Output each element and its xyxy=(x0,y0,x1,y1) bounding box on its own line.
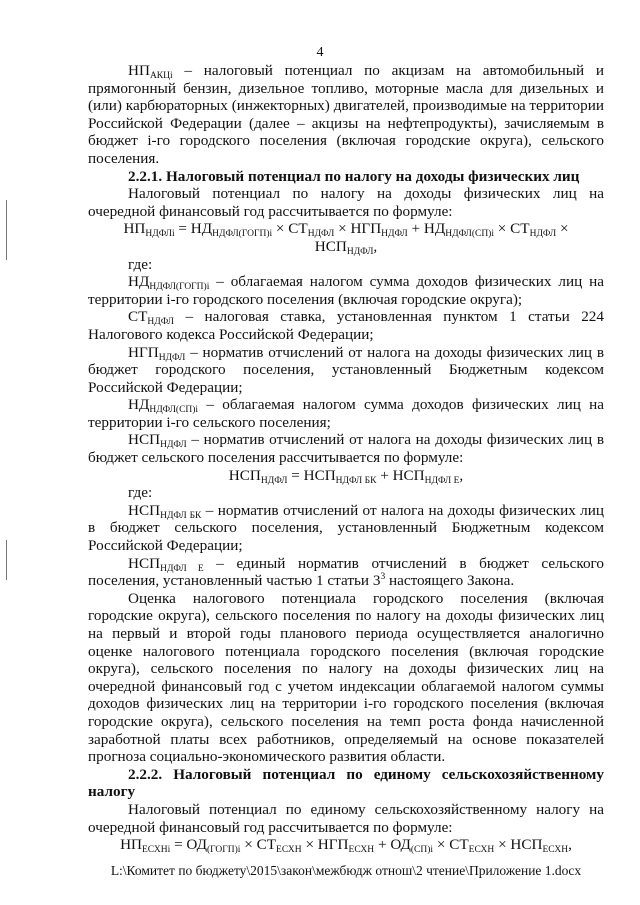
formula: $НСП_{НДФЛ} = НСП_{НДФЛ БК} + НСП_{НДФЛ Е}$, xyxy=(228,466,464,486)
formula: $НП_{НДФЛi} = НД_{НДФЛ(ГОГП)i} \times СТ_{НДФЛ} \times НГП_{НДФЛ} + НД_{НДФЛ(СП)i} \times СТ_{НДФЛ}$ × $НСП_{НДФЛ}$, xyxy=(123,220,569,257)
definition: $НСП_{НДФЛ БК}$ – норматив отчислений от налога на доходы физических лиц в бюджет сельского поселения, установленный Бюджетным кодексом Российской Федерации; xyxy=(88,501,604,555)
definition: $НГП_{НДФЛ}$ – норматив отчислений от налога на доходы физических лиц в бюджет городского поселения, установленный Бюджетным кодексом Российской Федерации; xyxy=(88,343,604,396)
paragraph: Оценка налогового потенциала городского поселения (включая городские округа), сельского поселения по налогу на доходы физических лиц на первый и второй годы планового периода осуществляется аналогично оценке налогового потенциала городского поселения (включая городские округа), сельского поселения по налогу на доходы физических лиц на очередной финансовый год с учетом индексации облагаемой налогом суммы доходов физических лиц на территории i-го городского поселения (включая городские округа), сельского поселения на темп роста фонда начисленной заработной платы всех работников, определяемый на основе показателей прогноза социально-экономического развития области. xyxy=(88,589,604,766)
definition: $НСП_{НДФЛ}$ – норматив отчислений от налога на доходы физических лиц в бюджет сельского поселения рассчитывается по формуле: xyxy=(88,431,604,467)
paragraph: Налоговый потенциал по единому сельскохозяйственному налогу на очередной финансовый год рассчитывается по формуле: xyxy=(88,800,604,836)
paragraph: $НП_{АКЦi}$ – налоговый потенциал по акцизам на автомобильный и прямогонный бензин, дизельное топливо, моторные масла для дизельных и (или) карбюраторных (инжекторных) двигателей, производимые на территории Российской Федерации (далее – акцизы на нефтепродукты), зачисляемым в бюджет i-го городского поселения (включая городские округа), сельского поселения. xyxy=(88,62,604,167)
where-label: где: xyxy=(128,484,153,502)
formula: $НП_{ЕСХНi} = ОД_{(ГОГП)i} \times СТ_{ЕСХН} \times НГП_{ЕСХН} + ОД_{(СП)i} \times СТ_{ЕСХН} \times НСП_{ЕСХН}$, xyxy=(120,836,572,856)
definition: $НД_{НДФЛ(ГОГП)i}$ – облагаемая налогом сумма доходов физических лиц на территории i-го городского поселения (включая городские округа); xyxy=(88,273,604,308)
document-body xyxy=(88,62,604,854)
where-label: где: xyxy=(128,255,153,273)
section-heading: 2.2.1. Налоговый потенциал по налогу на доходы физических лиц xyxy=(128,167,580,185)
definition: $НСП_{НДФЛ Е}$ – единый норматив отчислений в бюджет сельского поселения, установленный частью 1 статьи $3^3$ настоящего Закона. xyxy=(88,554,604,590)
paragraph: Налоговый потенциал по налогу на доходы физических лиц на очередной финансовый год рассчитывается по формуле: xyxy=(88,185,604,220)
file-path-footer: L:\Комитет по бюджету\2015\закон\межбюдж отнош\2 чтение\Приложение 1.docx xyxy=(110,863,582,878)
page-number: 4 xyxy=(316,45,324,60)
section-heading: 2.2.2. Налоговый потенциал по единому сельскохозяйственному налогу xyxy=(88,765,604,801)
scan-edge-mark xyxy=(6,540,7,580)
definition: $НД_{НДФЛ(СП)i}$ – облагаемая налогом сумма доходов физических лиц на территории i-го сельского поселения; xyxy=(88,396,604,431)
scan-edge-mark xyxy=(6,200,7,260)
definition: $СТ_{НДФЛ}$ – налоговая ставка, установленная пунктом 1 статьи 224 Налогового кодекса Российской Федерации; xyxy=(88,308,604,343)
